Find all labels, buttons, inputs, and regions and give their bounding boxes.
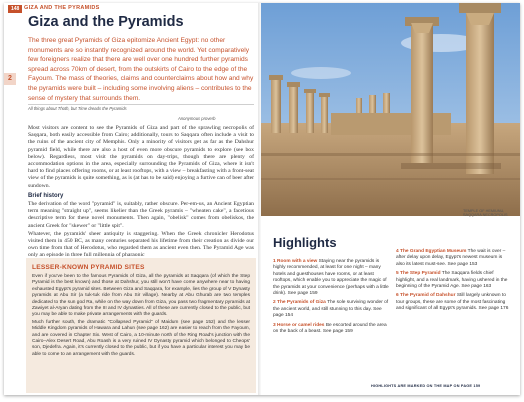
body-text [28, 125, 254, 261]
highlight-item [396, 293, 512, 312]
highlight-number: 1 [273, 259, 276, 264]
intro-paragraph: The three great Pyramids of Giza epitomize Ancient Egypt: no other monuments are so instantly recognized around the world. Yet comparatively few foreigners realize that there are well over one hundred further pyramids spread across 70km of desert, from the outskirts of Cairo to the edge of the Fayoum. The mass of theories, claims and counterclaims about how and why the pyramids were built – including some involving aliens – contributes to the sense of mystery that surrounds them. [28, 37, 254, 102]
temple-photo [261, 3, 520, 216]
highlight-number: 4 [396, 249, 399, 254]
highlights-column-left [273, 259, 389, 338]
highlight-item [396, 249, 512, 268]
left-page [4, 3, 260, 395]
epigraph-source: Anonymous proverb [178, 116, 216, 121]
highlight-text: Still largely unknown to tour groups, these are some of the most fascinating and significant of all Egypt's pyramids. See page 176 [396, 293, 509, 312]
highlight-number: 6 [396, 293, 399, 299]
body-paragraph: Most visitors are content to see the Pyramids of Giza and part of the sprawling necropolis of Saqqara, both easily accessible from Cairo; additionally, tours to Saqqara often include a visit to the ruins of the ancient city of Memphis. Only a minority of visitors get as far as the Dahshur pyramid field, while there are also a host of even more obscure pyramids to explore (see box below). Regardless, most visit the pyramids on day-trips, though there are plenty of accommodation options in the area, especially surrounding the Pyramids of Giza, where it isn't hard to find places offering rooms, or at least rooftops, with a view – breakfasting with a front-seat view of the pyramids is quite something, as is (at has to be said) enjoying a furtive can of beer after sundown. [28, 125, 255, 189]
page-number: 148 [8, 5, 22, 13]
highlight-number: 5 [396, 271, 399, 277]
highlight-text: The Saqqara fields chief highlight, and a real landmark, having ushered in the beginning of the Pyramid Age. See page 163 [396, 271, 508, 290]
highlight-item [273, 259, 389, 297]
subheading: Brief history [28, 192, 64, 199]
book-spread [4, 3, 520, 395]
highlight-item [273, 323, 389, 336]
right-page [261, 3, 520, 395]
highlight-name: The Pyramids of Giza [277, 300, 326, 306]
highlight-name: Room with a view [277, 259, 318, 264]
highlight-name: The Grand Egyptian Museum [400, 249, 467, 254]
running-head: GIZA AND THE PYRAMIDS [24, 5, 100, 11]
highlights-column-right [396, 249, 512, 316]
highlight-text: The wait is over – after delay upon delay, Egypt's newest museum is also its latest must-see. See page 153 [396, 249, 506, 267]
highlight-name: The Pyramid of Dahshur [400, 293, 456, 299]
chapter-title: Giza and the Pyramids [28, 14, 184, 30]
highlights-map-note: HIGHLIGHTS ARE MARKED ON THE MAP ON PAGE 159 [371, 384, 481, 388]
sidebar-box [26, 258, 256, 393]
box-title: LESSER-KNOWN PYRAMID SITES [32, 264, 145, 271]
highlights-title: Highlights [273, 235, 337, 250]
highlight-text: Be escorted around the area on the back of a beast. See page 159 [273, 322, 387, 335]
highlight-number: 2 [273, 300, 276, 306]
box-text [32, 274, 250, 358]
highlight-name: Horse or camel rides [277, 322, 325, 328]
box-paragraph: Even if you've been to the famous Pyramids of Giza, all the pyramids at Saqqara (of which the Step Pyramid is the best known) and those at Dahshur, you still won't have come anywhere near to having exhausted Egypt's pyramid sites. Between Giza and Saqqara, for example, lies the group of V Dynasty pyramids at Abu Sir (a tuk-tuk ride from Abu Sir village). Nearby at Abu Ghurab are two temples dedicated to the sun god Ra, while on the way down from Giza, you pass two fragmentary pyramids at Zawiyet al-Aryan dating from the III and IV dynasties. All of these are currently closed to the public, but you may be able to make private arrangements with the guards. [32, 274, 250, 318]
chapter-tab: 2 [4, 73, 16, 85]
box-paragraph: Much further south, the dramatic "Collapsed Pyramid" of Maidum (see page 152) and the lesser Middle Kingdom pyramids of Hawara and Lahun (see page 162) are easier to reach from the Fayoum, and are covered in Chapter Six. West of Cairo, a 10-minute north of the Ring Road's junction with the Cairo–Alex Desert Road, Abu Roash is a very ruined IV Dynasty pyramid which belonged to Cheops' son, Djedefra. Again, it's currently closed to the public, but if you have a particular interest you may be able to come to an arrangement with the guards. [32, 319, 250, 357]
highlight-item [396, 271, 512, 290]
highlight-name: The Step Pyramid [400, 271, 441, 277]
highlight-text: Staying near the pyramids is highly recommended, at least for one night – many hotels and guesthouses have rooms, or at least rooftops, which enable you to appreciate the magic of the pyramids at your convenience (perhaps with a little drink). See page 159 [273, 259, 389, 297]
epigraph-text: All things about Thoth, but Time dreads the Pyramids [28, 106, 127, 111]
highlight-text: The sole surviving wonder of the ancient world, and still stunning to this day. See page 154 [273, 300, 389, 319]
highlight-number: 3 [273, 322, 276, 328]
divider [28, 104, 254, 105]
body-paragraph: The derivation of the word "pyramid" is, suitably, rather obscure. Per-em-us, an Ancient Egyptian term meaning "straight up", seems likelier than the Greek pyramis – "wheaten cake", a facetious descriptive term for these novel monuments. Then again, "obelisk" comes from obeliskos, the ancient Greek for "skewer" or "little spit". [28, 201, 254, 229]
body-paragraph: Whatever, the pyramids' sheer antiquity is staggering. When the Greek chronicler Herodotus visited them in 450 BC, as many centuries separated his lifetime from their creation as divide our own time from that of Herodotus, who regarded them as ancient even then. The Pyramid Age was only an episode in three full millennia of pharaonic [28, 230, 254, 259]
photo-caption: TEMPLE OF HEMIUNU, SAQQARA NECROPOLIS [463, 209, 508, 217]
highlight-item [273, 300, 389, 319]
